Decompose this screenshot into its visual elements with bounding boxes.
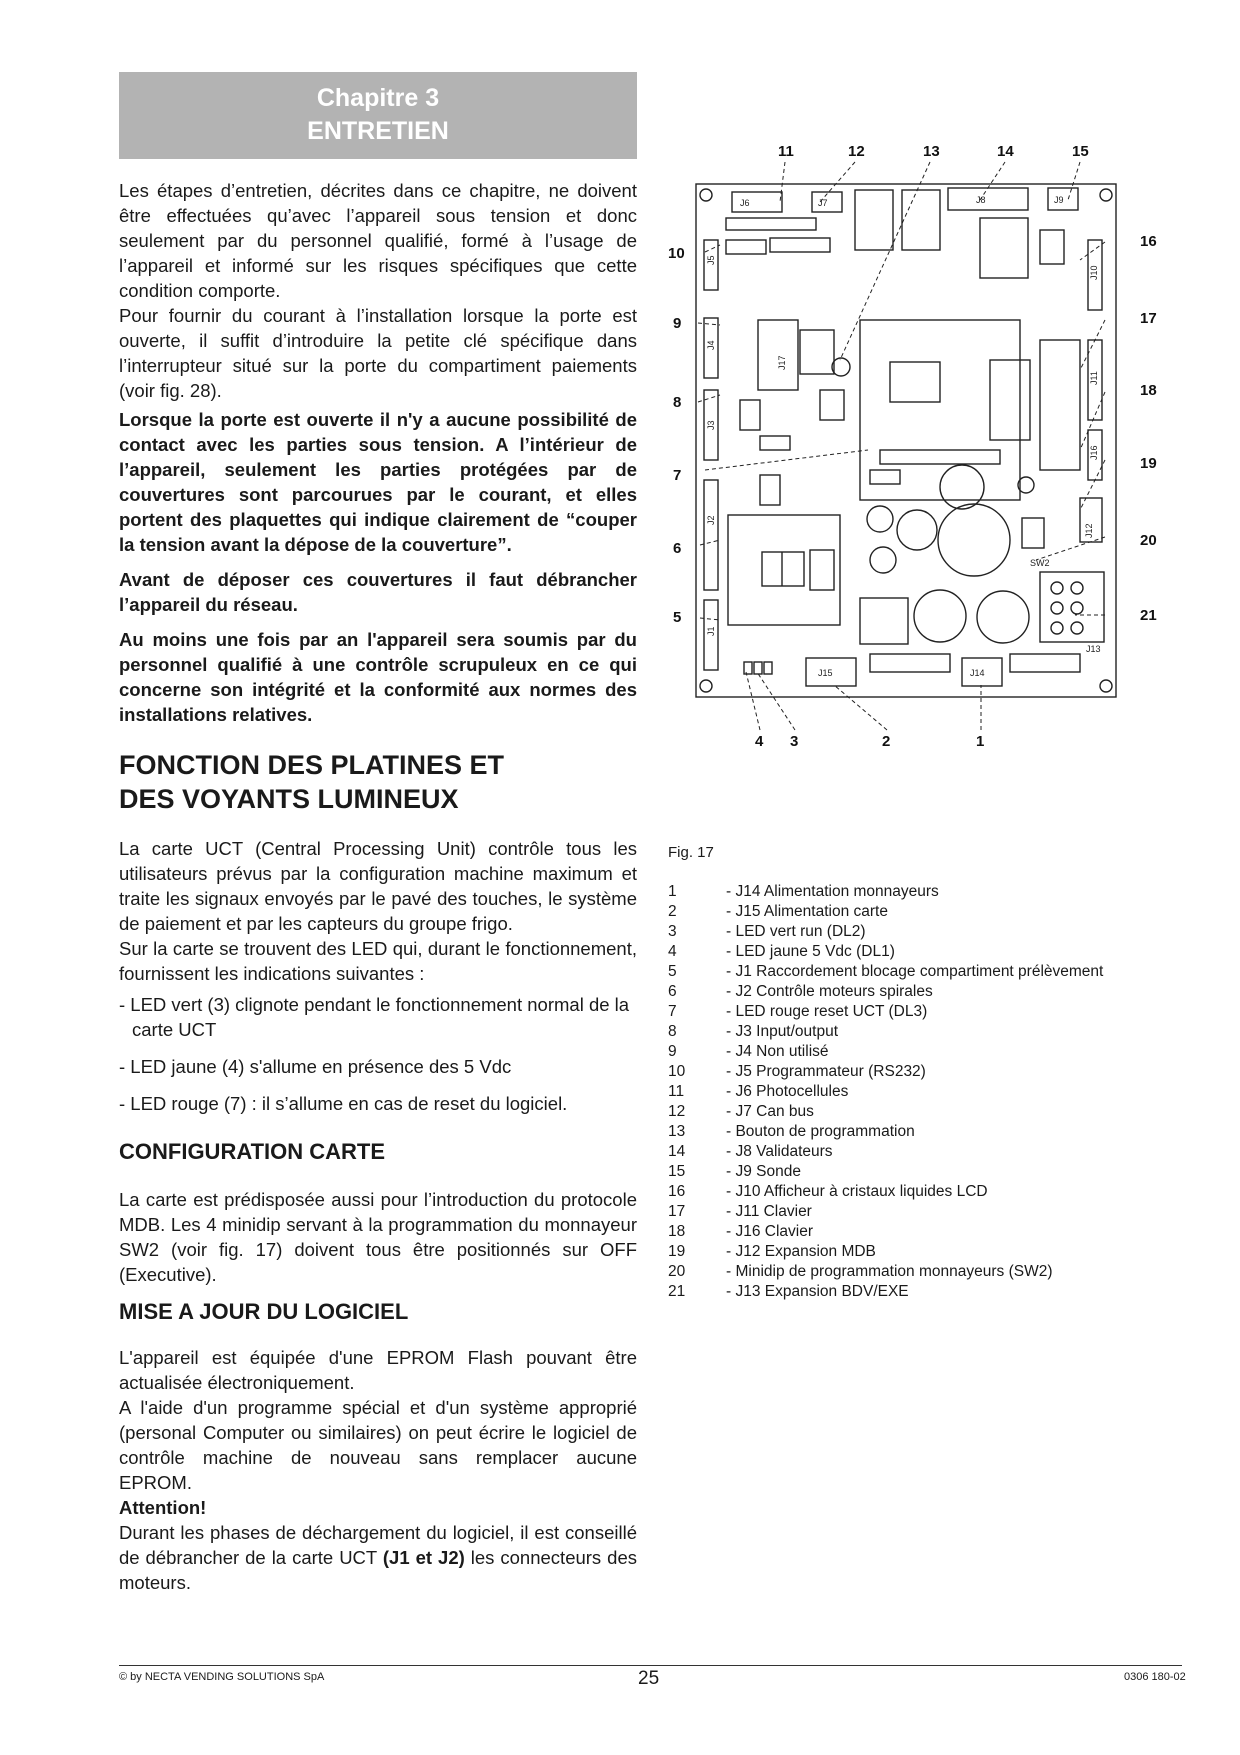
callout-10: 10	[668, 245, 685, 262]
legend-text: - J14 Alimentation monnayeurs	[726, 883, 939, 900]
label-j15: J15	[818, 668, 833, 678]
label-j12: J12	[1084, 523, 1094, 538]
callout-4: 4	[755, 733, 764, 750]
chip	[902, 190, 940, 250]
label-j5: J5	[706, 255, 716, 265]
legend-text: - J11 Clavier	[726, 1203, 812, 1220]
intro-paragraph-5: Au moins une fois par an l'appareil sera soumis par du personnel qualifié à une contrôle scrupuleux en ce qui concerne son intégrité et la conformité aux normes des installations relatives.	[119, 629, 637, 725]
legend-number: 19	[668, 1243, 686, 1260]
chapter-number: Chapitre 3	[316, 84, 440, 112]
mount-hole	[700, 189, 712, 201]
legend-number: 9	[668, 1043, 677, 1060]
legend-number: 15	[668, 1163, 686, 1180]
legend-row	[668, 962, 1228, 982]
section3-paragraph-3	[119, 1520, 637, 1595]
legend-number: 7	[668, 1003, 677, 1020]
capacitor	[940, 465, 984, 509]
label-j3: J3	[706, 420, 716, 430]
figure-legend	[668, 882, 1228, 1302]
callout-21: 21	[1140, 607, 1157, 624]
led-green	[754, 662, 762, 674]
section1-paragraph-2: Sur la carte se trouvent des LED qui, durant le fonctionnement, fournissent les indications suivantes :	[119, 938, 637, 984]
connector-j8	[948, 188, 1028, 210]
legend-row	[668, 1282, 1228, 1302]
legend-number: 6	[668, 983, 677, 1000]
intro-paragraph-4: Avant de déposer ces couvertures il faut débrancher l’appareil du réseau.	[119, 569, 637, 615]
legend-text: - J9 Sonde	[726, 1163, 801, 1180]
section3-p3-bold: (J1 et J2)	[382, 1547, 465, 1568]
legend-row	[668, 1022, 1228, 1042]
legend-row	[668, 1062, 1228, 1082]
label-j13: J13	[1086, 644, 1101, 654]
legend-number: 4	[668, 943, 677, 960]
section-title-line1: FONCTION DES PLATINES ET	[119, 750, 505, 780]
section3-paragraph-1: L'appareil est équipée d'une EPROM Flash pouvant être actualisée électroniquement.	[119, 1347, 637, 1393]
transformer	[728, 515, 840, 625]
callout-14: 14	[997, 143, 1014, 160]
legend-number: 20	[668, 1263, 686, 1280]
legend-row	[668, 1202, 1228, 1222]
legend-number: 1	[668, 883, 677, 900]
attention-label: Attention!	[119, 1497, 207, 1518]
legend-text: - J10 Afficheur à cristaux liquides LCD	[726, 1183, 988, 1200]
intro-paragraph-1: Les étapes d’entretien, décrites dans ce chapitre, ne doivent être effectuées qu’avec l’appareil sous tension et donc seulement par du personnel qualifié, formé à l’usage de l’appareil et informé sur les risques spécifiques que cette condition comporte.	[119, 180, 637, 301]
callout-12: 12	[848, 143, 865, 160]
callout-16: 16	[1140, 233, 1157, 250]
legend-text: - J6 Photocellules	[726, 1083, 849, 1100]
section-title-platines	[119, 748, 504, 816]
label-j14: J14	[970, 668, 985, 678]
legend-number: 10	[668, 1063, 686, 1080]
label-j6: J6	[740, 198, 750, 208]
legend-row	[668, 1002, 1228, 1022]
legend-number: 2	[668, 903, 677, 920]
section3-p3-end: les connecteurs des moteurs.	[119, 1547, 637, 1593]
callout-18: 18	[1140, 382, 1157, 399]
legend-row	[668, 1162, 1228, 1182]
legend-text: - Bouton de programmation	[726, 1123, 915, 1140]
section2-paragraph-1: La carte est prédisposée aussi pour l’introduction du protocole MDB. Les 4 minidip servant à la programmation du monnayeur SW2 (voir fig. 17) doivent tous être positionnés sur OFF (Executive).	[119, 1189, 637, 1285]
program-button	[832, 358, 850, 376]
page-number: 25	[638, 1668, 660, 1689]
intro-paragraph-3: Lorsque la porte est ouverte il n'y a aucune possibilité de contact avec les parties sous tension. A l’intérieur de l’appareil, seulement les parties protégées par de couvertures sont parcourues par le courant, et elles portent des plaquettes qui indique clairement de “couper la tension avant la dépose de la couverture”.	[119, 409, 637, 555]
led-bullet-green: - LED vert (3) clignote pendant le fonctionnement normal de la carte UCT	[119, 994, 630, 1040]
legend-text: - J13 Expansion BDV/EXE	[726, 1283, 909, 1300]
legend-number: 3	[668, 923, 677, 940]
legend-number: 8	[668, 1023, 677, 1040]
label-j16: J16	[1089, 445, 1099, 460]
callout-3: 3	[790, 733, 799, 750]
legend-row	[668, 882, 1228, 902]
led-list	[119, 992, 637, 1116]
legend-row	[668, 1082, 1228, 1102]
section3-paragraph-2: A l'aide d'un programme spécial et d'un système approprié (personal Computer ou similaires) on peut écrire le logiciel de contrôle machine de nouveau sans remplacer aucune EPROM.	[119, 1397, 637, 1493]
legend-number: 11	[668, 1083, 685, 1100]
dipswitch-sw2	[1022, 518, 1044, 548]
legend-text: - J15 Alimentation carte	[726, 903, 888, 920]
intro-text	[119, 178, 637, 727]
label-j2: J2	[706, 515, 716, 525]
callout-2: 2	[882, 733, 891, 750]
mount-hole	[1100, 189, 1112, 201]
legend-text: - J4 Non utilisé	[726, 1043, 829, 1060]
callout-20: 20	[1140, 532, 1157, 549]
chapter-header	[119, 72, 637, 159]
legend-number: 13	[668, 1123, 686, 1140]
legend-text: - J5 Programmateur (RS232)	[726, 1063, 926, 1080]
legend-text: - J1 Raccordement blocage compartiment prélèvement	[726, 963, 1104, 980]
label-j11: J11	[1089, 371, 1099, 385]
board-drawing	[640, 140, 1180, 755]
section2-text	[119, 1187, 637, 1287]
section3-text	[119, 1345, 637, 1595]
legend-row	[668, 922, 1228, 942]
legend-text: - J12 Expansion MDB	[726, 1243, 876, 1260]
legend-number: 18	[668, 1223, 686, 1240]
legend-row	[668, 1222, 1228, 1242]
mount-hole	[700, 680, 712, 692]
capacitor-large	[938, 504, 1010, 576]
callout-6: 6	[673, 540, 682, 557]
legend-text: - LED jaune 5 Vdc (DL1)	[726, 943, 895, 960]
section-title-configuration: CONFIGURATION CARTE	[119, 1139, 386, 1164]
led-bullet-yellow: - LED jaune (4) s'allume en présence des 5 Vdc	[119, 1056, 512, 1077]
legend-number: 5	[668, 963, 677, 980]
legend-row	[668, 942, 1228, 962]
document-code: 0306 180-02	[1124, 1671, 1186, 1683]
legend-text: - Minidip de programmation monnayeurs (SW2)	[726, 1263, 1053, 1280]
legend-row	[668, 982, 1228, 1002]
capacitor	[897, 510, 937, 550]
label-j4: J4	[706, 340, 716, 350]
connector-j2	[704, 480, 718, 590]
capacitor	[870, 547, 896, 573]
legend-number: 21	[668, 1283, 686, 1300]
section1-paragraph-1: La carte UCT (Central Processing Unit) contrôle tous les utilisateurs prévus par la configuration machine maximum et traite les signaux envoyés par le pavé des touches, le système de paiement et par les capteurs du groupe frigo.	[119, 838, 637, 934]
callout-11: 11	[778, 143, 794, 160]
mount-hole	[1100, 680, 1112, 692]
capacitor	[867, 506, 893, 532]
capacitor	[977, 591, 1029, 643]
figure-caption: Fig. 17	[668, 844, 714, 861]
callout-15: 15	[1072, 143, 1089, 160]
label-j10: J10	[1089, 265, 1099, 280]
label-j17: J17	[777, 355, 787, 370]
chip	[855, 190, 893, 250]
label-j7: J7	[818, 198, 828, 208]
footer-copyright: © by NECTA VENDING SOLUTIONS SpA	[119, 1671, 325, 1683]
callout-9: 9	[673, 315, 682, 332]
legend-row	[668, 1042, 1228, 1062]
chapter-title: ENTRETIEN	[307, 117, 449, 145]
legend-number: 14	[668, 1143, 686, 1160]
legend-text: - LED vert run (DL2)	[726, 923, 866, 940]
label-j9: J9	[1054, 195, 1064, 205]
legend-row	[668, 1102, 1228, 1122]
legend-row	[668, 902, 1228, 922]
footer-divider	[119, 1665, 1182, 1666]
led-red	[764, 662, 772, 674]
callout-19: 19	[1140, 455, 1157, 472]
label-j8: J8	[976, 195, 986, 205]
legend-text: - J2 Contrôle moteurs spirales	[726, 983, 933, 1000]
legend-number: 16	[668, 1183, 686, 1200]
legend-text: - J7 Can bus	[726, 1103, 814, 1120]
callout-1: 1	[976, 733, 985, 750]
callout-13: 13	[923, 143, 940, 160]
label-j1: J1	[706, 626, 716, 636]
section1-text	[119, 836, 637, 986]
capacitor	[914, 590, 966, 642]
legend-text: - LED rouge reset UCT (DL3)	[726, 1003, 928, 1020]
section3-p3-start: Durant les phases de déchargement du logiciel, il est conseillé de débrancher de la carte UCT	[119, 1522, 637, 1568]
legend-number: 12	[668, 1103, 686, 1120]
legend-number: 17	[668, 1203, 686, 1220]
callout-8: 8	[673, 394, 682, 411]
central-ic-area	[860, 320, 1020, 500]
led-bullet-red: - LED rouge (7) : il s’allume en cas de reset du logiciel.	[119, 1093, 568, 1114]
legend-row	[668, 1142, 1228, 1162]
callout-17: 17	[1140, 310, 1157, 327]
legend-text: - J3 Input/output	[726, 1023, 839, 1040]
callout-7: 7	[673, 467, 682, 484]
legend-text: - J8 Validateurs	[726, 1143, 833, 1160]
legend-row	[668, 1122, 1228, 1142]
section-title-logiciel: MISE A JOUR DU LOGICIEL	[119, 1299, 409, 1324]
section-title-line2: DES VOYANTS LUMINEUX	[119, 784, 459, 814]
board-outline	[696, 184, 1116, 697]
legend-row	[668, 1242, 1228, 1262]
legend-row	[668, 1262, 1228, 1282]
label-sw2: SW2	[1030, 558, 1050, 568]
callout-5: 5	[673, 609, 682, 626]
led-yellow	[744, 662, 752, 674]
board-figure	[640, 140, 1180, 755]
legend-text: - J16 Clavier	[726, 1223, 813, 1240]
intro-paragraph-2: Pour fournir du courant à l’installation lorsque la porte est ouverte, il suffit d’introduire la petite clé spécifique dans l’interrupteur situé sur la porte du compartiment paiements (voir fig. 28).	[119, 305, 637, 401]
legend-row	[668, 1182, 1228, 1202]
